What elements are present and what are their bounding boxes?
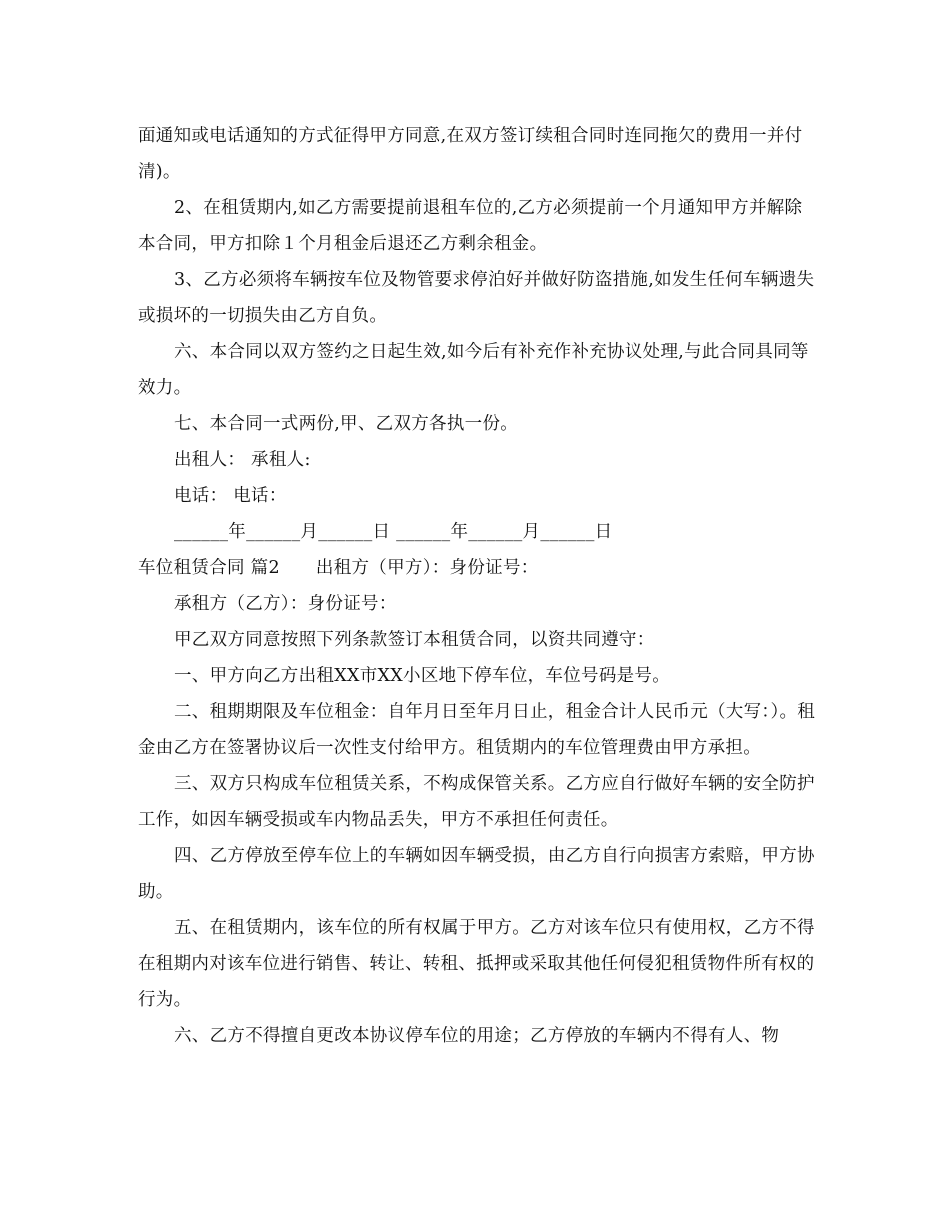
date-blanks: ______年______月______日 ______年______月______日 — [174, 522, 613, 542]
section-heading-line — [138, 550, 818, 586]
clause-3: 三、双方只构成车位租赁关系，不构成保管关系。乙方应自行做好车辆的安全防护工作，如因车辆受损或车内物品丢失，甲方不承担任何责任。 — [138, 774, 815, 830]
phone-labels: 电话： 电话： — [174, 486, 287, 506]
signature-labels: 出租人： 承租人: — [174, 450, 311, 470]
document-body — [138, 118, 818, 1054]
paragraph-3: 3、乙方必须将车辆按车位及物管要求停泊好并做好防盗措施,如发生任何车辆遗失或损坏的一切损失由乙方自负。 — [138, 270, 815, 326]
paragraph-1: 面通知或电话通知的方式征得甲方同意,在双方签订续租合同时连同拖欠的费用一并付清)。 — [138, 126, 803, 182]
lessee-id-line: 承租方（乙方）：身份证号： — [174, 594, 397, 614]
agreement-intro: 甲乙双方同意按照下列条款签订本租赁合同，以资共同遵守： — [174, 630, 655, 650]
clause-6: 六、乙方不得擅自更改本协议停车位的用途；乙方停放的车辆内不得有人、物 — [174, 1026, 780, 1046]
paragraph-2: 2、在租赁期内,如乙方需要提前退租车位的,乙方必须提前一个月通知甲方并解除本合同，甲方扣除１个月租金后退还乙方剩余租金。 — [138, 198, 803, 254]
paragraph-5: 七、本合同一式两份,甲、乙双方各执一份。 — [174, 414, 519, 434]
paragraph-4: 六、本合同以双方签约之日起生效,如今后有补充作补充协议处理,与此合同具同等效力。 — [138, 342, 809, 398]
clause-4: 四、乙方停放至停车位上的车辆如因车辆受损，由乙方自行向损害方索赔，甲方协助。 — [138, 846, 815, 902]
clause-1: 一、甲方向乙方出租XX市XX小区地下停车位，车位号码是号。 — [174, 666, 671, 686]
clause-2: 二、租期期限及车位租金：自年月日至年月日止，租金合计人民币元（大写：）。租金由乙方在签署协议后一次性支付给甲方。租赁期内的车位管理费由甲方承担。 — [138, 702, 816, 758]
lessor-id-line: 出租方（甲方）：身份证号： — [315, 558, 539, 578]
section-heading: 车位租赁合同 篇2 — [138, 558, 280, 578]
clause-5: 五、在租赁期内，该车位的所有权属于甲方。乙方对该车位只有使用权，乙方不得在租期内对该车位进行销售、转让、转租、抵押或采取其他任何侵犯租赁物件所有权的行为。 — [138, 918, 815, 1010]
